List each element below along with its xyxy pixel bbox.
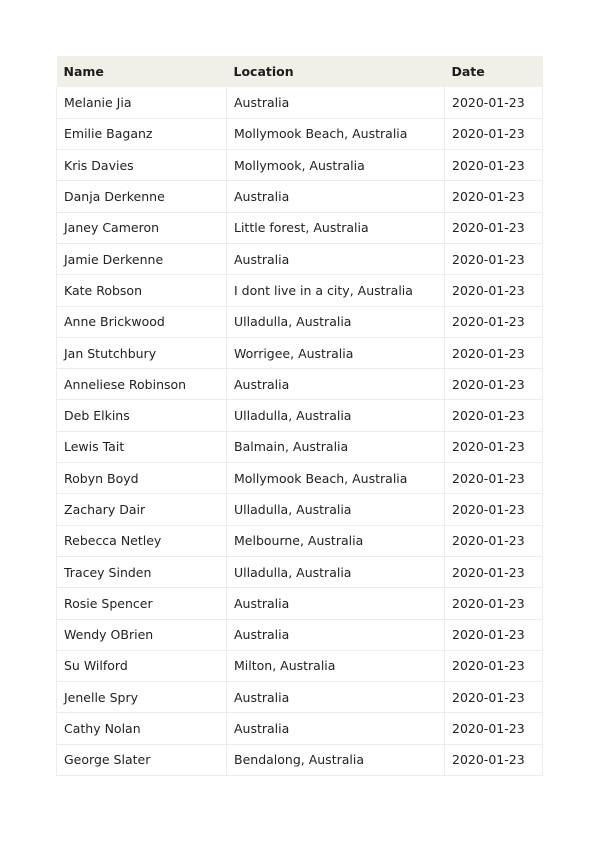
cell-location: Australia bbox=[227, 713, 445, 744]
cell-name: Su Wilford bbox=[57, 650, 227, 681]
table-row bbox=[57, 556, 543, 587]
table-row bbox=[57, 525, 543, 556]
table-row bbox=[57, 588, 543, 619]
cell-date: 2020-01-23 bbox=[445, 275, 543, 306]
cell-date: 2020-01-23 bbox=[445, 150, 543, 181]
cell-location: Australia bbox=[227, 682, 445, 713]
column-header-location: Location bbox=[227, 56, 445, 87]
table-row bbox=[57, 275, 543, 306]
cell-name: Kris Davies bbox=[57, 150, 227, 181]
cell-location: Melbourne, Australia bbox=[227, 525, 445, 556]
cell-location: Australia bbox=[227, 243, 445, 274]
cell-date: 2020-01-23 bbox=[445, 337, 543, 368]
cell-date: 2020-01-23 bbox=[445, 556, 543, 587]
cell-location: I dont live in a city, Australia bbox=[227, 275, 445, 306]
cell-name: Melanie Jia bbox=[57, 87, 227, 118]
table-row bbox=[57, 212, 543, 243]
table-row bbox=[57, 494, 543, 525]
table-row bbox=[57, 619, 543, 650]
table-row bbox=[57, 150, 543, 181]
cell-name: Emilie Baganz bbox=[57, 118, 227, 149]
column-header-name: Name bbox=[57, 56, 227, 87]
cell-location: Ulladulla, Australia bbox=[227, 400, 445, 431]
cell-location: Worrigee, Australia bbox=[227, 337, 445, 368]
cell-location: Mollymook Beach, Australia bbox=[227, 463, 445, 494]
cell-name: Rebecca Netley bbox=[57, 525, 227, 556]
cell-name: Jamie Derkenne bbox=[57, 243, 227, 274]
cell-name: Rosie Spencer bbox=[57, 588, 227, 619]
table-row bbox=[57, 181, 543, 212]
cell-location: Australia bbox=[227, 87, 445, 118]
cell-date: 2020-01-23 bbox=[445, 619, 543, 650]
cell-date: 2020-01-23 bbox=[445, 118, 543, 149]
cell-name: Anne Brickwood bbox=[57, 306, 227, 337]
table-row bbox=[57, 337, 543, 368]
cell-name: Kate Robson bbox=[57, 275, 227, 306]
table-row bbox=[57, 431, 543, 462]
table-row bbox=[57, 243, 543, 274]
table-row bbox=[57, 400, 543, 431]
cell-date: 2020-01-23 bbox=[445, 181, 543, 212]
cell-name: Janey Cameron bbox=[57, 212, 227, 243]
cell-date: 2020-01-23 bbox=[445, 494, 543, 525]
table-body bbox=[57, 87, 543, 776]
cell-date: 2020-01-23 bbox=[445, 682, 543, 713]
cell-date: 2020-01-23 bbox=[445, 525, 543, 556]
cell-location: Mollymook Beach, Australia bbox=[227, 118, 445, 149]
cell-location: Ulladulla, Australia bbox=[227, 556, 445, 587]
cell-date: 2020-01-23 bbox=[445, 650, 543, 681]
header-row bbox=[57, 56, 543, 87]
table-row bbox=[57, 369, 543, 400]
cell-date: 2020-01-23 bbox=[445, 87, 543, 118]
table-row bbox=[57, 744, 543, 775]
table-row bbox=[57, 650, 543, 681]
table-row bbox=[57, 713, 543, 744]
table-row bbox=[57, 682, 543, 713]
cell-name: Jenelle Spry bbox=[57, 682, 227, 713]
table-row bbox=[57, 306, 543, 337]
cell-date: 2020-01-23 bbox=[445, 588, 543, 619]
cell-date: 2020-01-23 bbox=[445, 400, 543, 431]
cell-location: Milton, Australia bbox=[227, 650, 445, 681]
cell-location: Australia bbox=[227, 181, 445, 212]
cell-location: Ulladulla, Australia bbox=[227, 494, 445, 525]
cell-name: Cathy Nolan bbox=[57, 713, 227, 744]
cell-name: George Slater bbox=[57, 744, 227, 775]
cell-name: Wendy OBrien bbox=[57, 619, 227, 650]
cell-name: Jan Stutchbury bbox=[57, 337, 227, 368]
cell-location: Little forest, Australia bbox=[227, 212, 445, 243]
table-header bbox=[57, 56, 543, 87]
cell-name: Danja Derkenne bbox=[57, 181, 227, 212]
cell-name: Zachary Dair bbox=[57, 494, 227, 525]
cell-date: 2020-01-23 bbox=[445, 713, 543, 744]
cell-date: 2020-01-23 bbox=[445, 369, 543, 400]
signatures-table bbox=[56, 56, 543, 776]
table-row bbox=[57, 463, 543, 494]
cell-date: 2020-01-23 bbox=[445, 243, 543, 274]
column-header-date: Date bbox=[445, 56, 543, 87]
cell-date: 2020-01-23 bbox=[445, 306, 543, 337]
cell-location: Australia bbox=[227, 369, 445, 400]
table-row bbox=[57, 118, 543, 149]
cell-location: Bendalong, Australia bbox=[227, 744, 445, 775]
cell-location: Ulladulla, Australia bbox=[227, 306, 445, 337]
cell-date: 2020-01-23 bbox=[445, 431, 543, 462]
cell-location: Balmain, Australia bbox=[227, 431, 445, 462]
cell-name: Deb Elkins bbox=[57, 400, 227, 431]
cell-date: 2020-01-23 bbox=[445, 744, 543, 775]
cell-name: Lewis Tait bbox=[57, 431, 227, 462]
cell-date: 2020-01-23 bbox=[445, 212, 543, 243]
cell-name: Robyn Boyd bbox=[57, 463, 227, 494]
cell-location: Australia bbox=[227, 588, 445, 619]
table-row bbox=[57, 87, 543, 118]
cell-location: Mollymook, Australia bbox=[227, 150, 445, 181]
cell-date: 2020-01-23 bbox=[445, 463, 543, 494]
cell-location: Australia bbox=[227, 619, 445, 650]
cell-name: Anneliese Robinson bbox=[57, 369, 227, 400]
cell-name: Tracey Sinden bbox=[57, 556, 227, 587]
